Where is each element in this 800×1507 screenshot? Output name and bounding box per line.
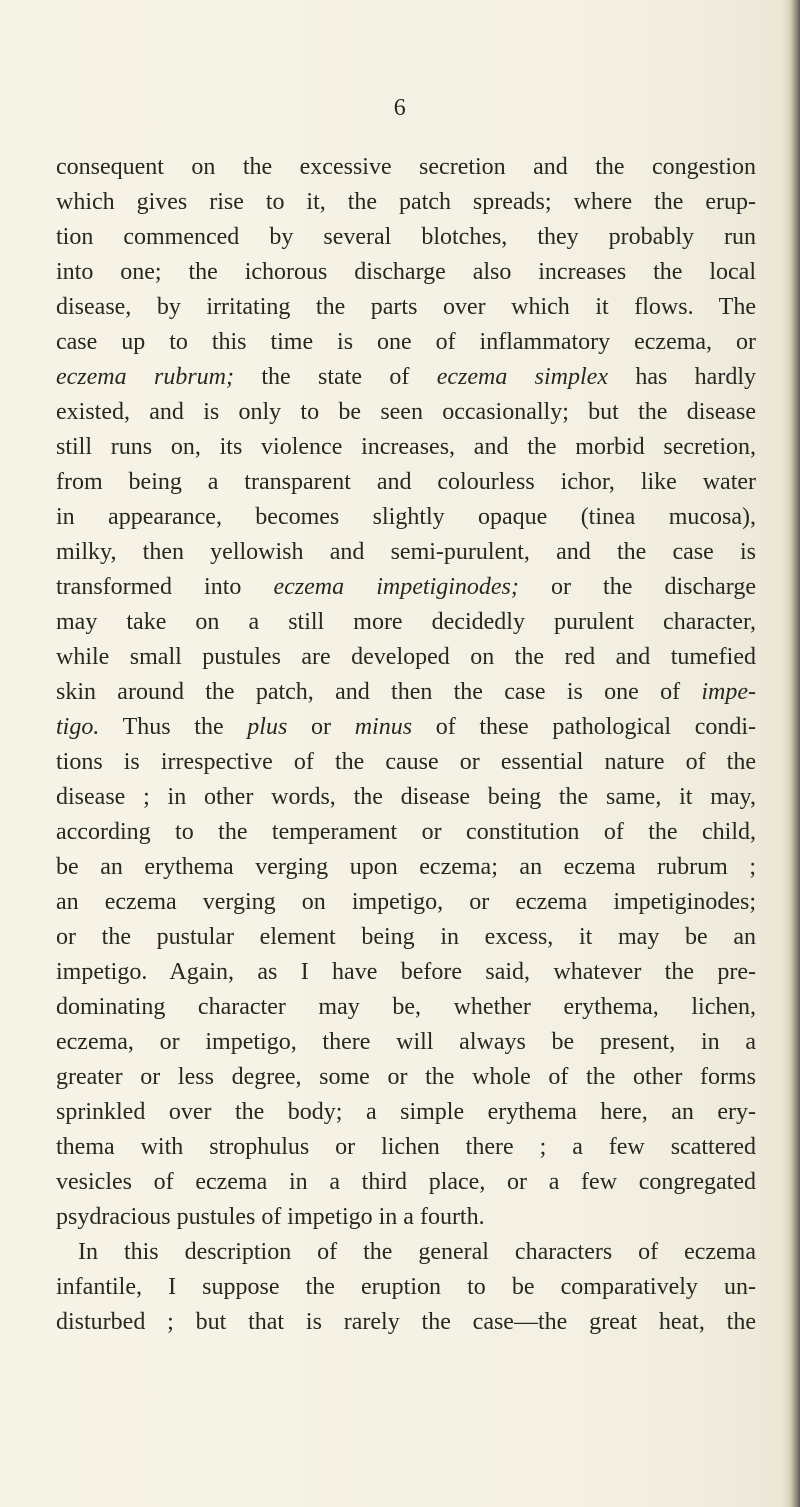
text-segment: from being a transparent and colourless ichor, like water <box>56 469 756 495</box>
text-segment: disease, by irritating the parts over which it flows. The <box>56 294 756 320</box>
text-segment: may take on a still more decidedly purulent character, <box>56 609 756 635</box>
text-line <box>56 465 756 500</box>
text-segment: consequent on the excessive secretion and the congestion <box>56 154 756 180</box>
text-segment: according to the temperament or constitution of the child, <box>56 819 756 845</box>
text-segment: In this description of the general characters of eczema <box>78 1239 756 1265</box>
text-segment: disease ; in other words, the disease being the same, it may, <box>56 784 756 810</box>
text-line <box>56 780 756 815</box>
text-segment: psydracious pustules of impetigo in a fourth. <box>56 1204 485 1230</box>
text-segment: of these pathological condi- <box>412 714 757 740</box>
text-line <box>56 990 756 1025</box>
text-line <box>56 955 756 990</box>
text-line <box>56 745 756 780</box>
text-segment: skin around the patch, and then the case is one of <box>56 679 702 705</box>
italic-term: tigo. <box>56 714 100 740</box>
italic-term: impe- <box>701 679 756 705</box>
text-segment: the state of <box>233 364 437 390</box>
text-segment: thema with strophulus or lichen there ; a few scattered <box>56 1134 756 1160</box>
text-segment: impetigo. Again, as I have before said, whatever the pre- <box>56 959 756 985</box>
text-segment: case up to this time is one of inflammatory eczema, or <box>56 329 756 355</box>
italic-term: eczema simplex <box>436 364 608 390</box>
text-line <box>56 430 756 465</box>
text-line <box>56 220 756 255</box>
text-segment: greater or less degree, some or the whole of the other forms <box>56 1064 756 1090</box>
text-segment: which gives rise to it, the patch spreads; where the erup- <box>56 189 756 215</box>
text-segment: disturbed ; but that is rarely the case—the great heat, the <box>56 1309 756 1335</box>
text-segment: transformed into <box>56 574 274 600</box>
text-line <box>56 605 756 640</box>
page-edge-shadow <box>782 0 800 1507</box>
body-text <box>56 150 756 1340</box>
text-segment: tions is irrespective of the cause or essential nature of the <box>56 749 756 775</box>
text-segment: existed, and is only to be seen occasionally; but the disease <box>56 399 756 425</box>
text-segment: in appearance, becomes slightly opaque (tinea mucosa), <box>56 504 756 530</box>
text-segment: still runs on, its violence increases, and the morbid secretion, <box>56 434 756 460</box>
text-line <box>56 360 756 395</box>
text-line <box>56 640 756 675</box>
italic-term: minus <box>354 714 413 740</box>
text-segment: be an erythema verging upon eczema; an eczema rubrum ; <box>56 854 756 880</box>
text-line <box>56 1060 756 1095</box>
text-segment: into one; the ichorous discharge also increases the local <box>56 259 756 285</box>
text-segment: milky, then yellowish and semi-purulent, and the case is <box>56 539 756 565</box>
text-line <box>56 920 756 955</box>
text-line <box>56 1130 756 1165</box>
text-segment: vesicles of eczema in a third place, or a few congregated <box>56 1169 756 1195</box>
text-segment: infantile, I suppose the eruption to be comparatively un- <box>56 1274 756 1300</box>
italic-term: plus <box>247 714 288 740</box>
text-segment: Thus the <box>99 714 248 740</box>
text-segment: while small pustules are developed on the red and tumefied <box>56 644 756 670</box>
text-line <box>56 500 756 535</box>
text-line <box>56 815 756 850</box>
text-line <box>56 885 756 920</box>
text-segment: or the discharge <box>518 574 757 600</box>
text-line <box>56 1270 756 1305</box>
text-segment: has hardly <box>607 364 756 390</box>
italic-term: eczema impetiginodes; <box>273 574 519 600</box>
text-line <box>56 325 756 360</box>
text-line <box>56 1200 756 1235</box>
text-line <box>56 1305 756 1340</box>
text-segment: eczema, or impetigo, there will always be present, in a <box>56 1029 756 1055</box>
text-line <box>56 290 756 325</box>
text-line <box>56 185 756 220</box>
page-number: 6 <box>393 95 407 121</box>
text-segment: an eczema verging on impetigo, or eczema impetiginodes; <box>56 889 756 915</box>
text-segment: sprinkled over the body; a simple erythema here, an ery- <box>56 1099 756 1125</box>
text-line <box>56 710 756 745</box>
text-line <box>56 1025 756 1060</box>
italic-term: eczema rubrum; <box>56 364 234 390</box>
text-line <box>56 1235 756 1270</box>
text-line <box>56 1165 756 1200</box>
text-line <box>56 255 756 290</box>
text-line <box>56 1095 756 1130</box>
text-segment: tion commenced by several blotches, they probably run <box>56 224 756 250</box>
text-segment: dominating character may be, whether erythema, lichen, <box>56 994 756 1020</box>
text-line <box>56 850 756 885</box>
text-line <box>56 395 756 430</box>
text-line <box>56 150 756 185</box>
text-segment: or <box>287 714 355 740</box>
text-line <box>56 570 756 605</box>
text-line <box>56 535 756 570</box>
text-line <box>56 675 756 710</box>
text-segment: or the pustular element being in excess, it may be an <box>56 924 756 950</box>
